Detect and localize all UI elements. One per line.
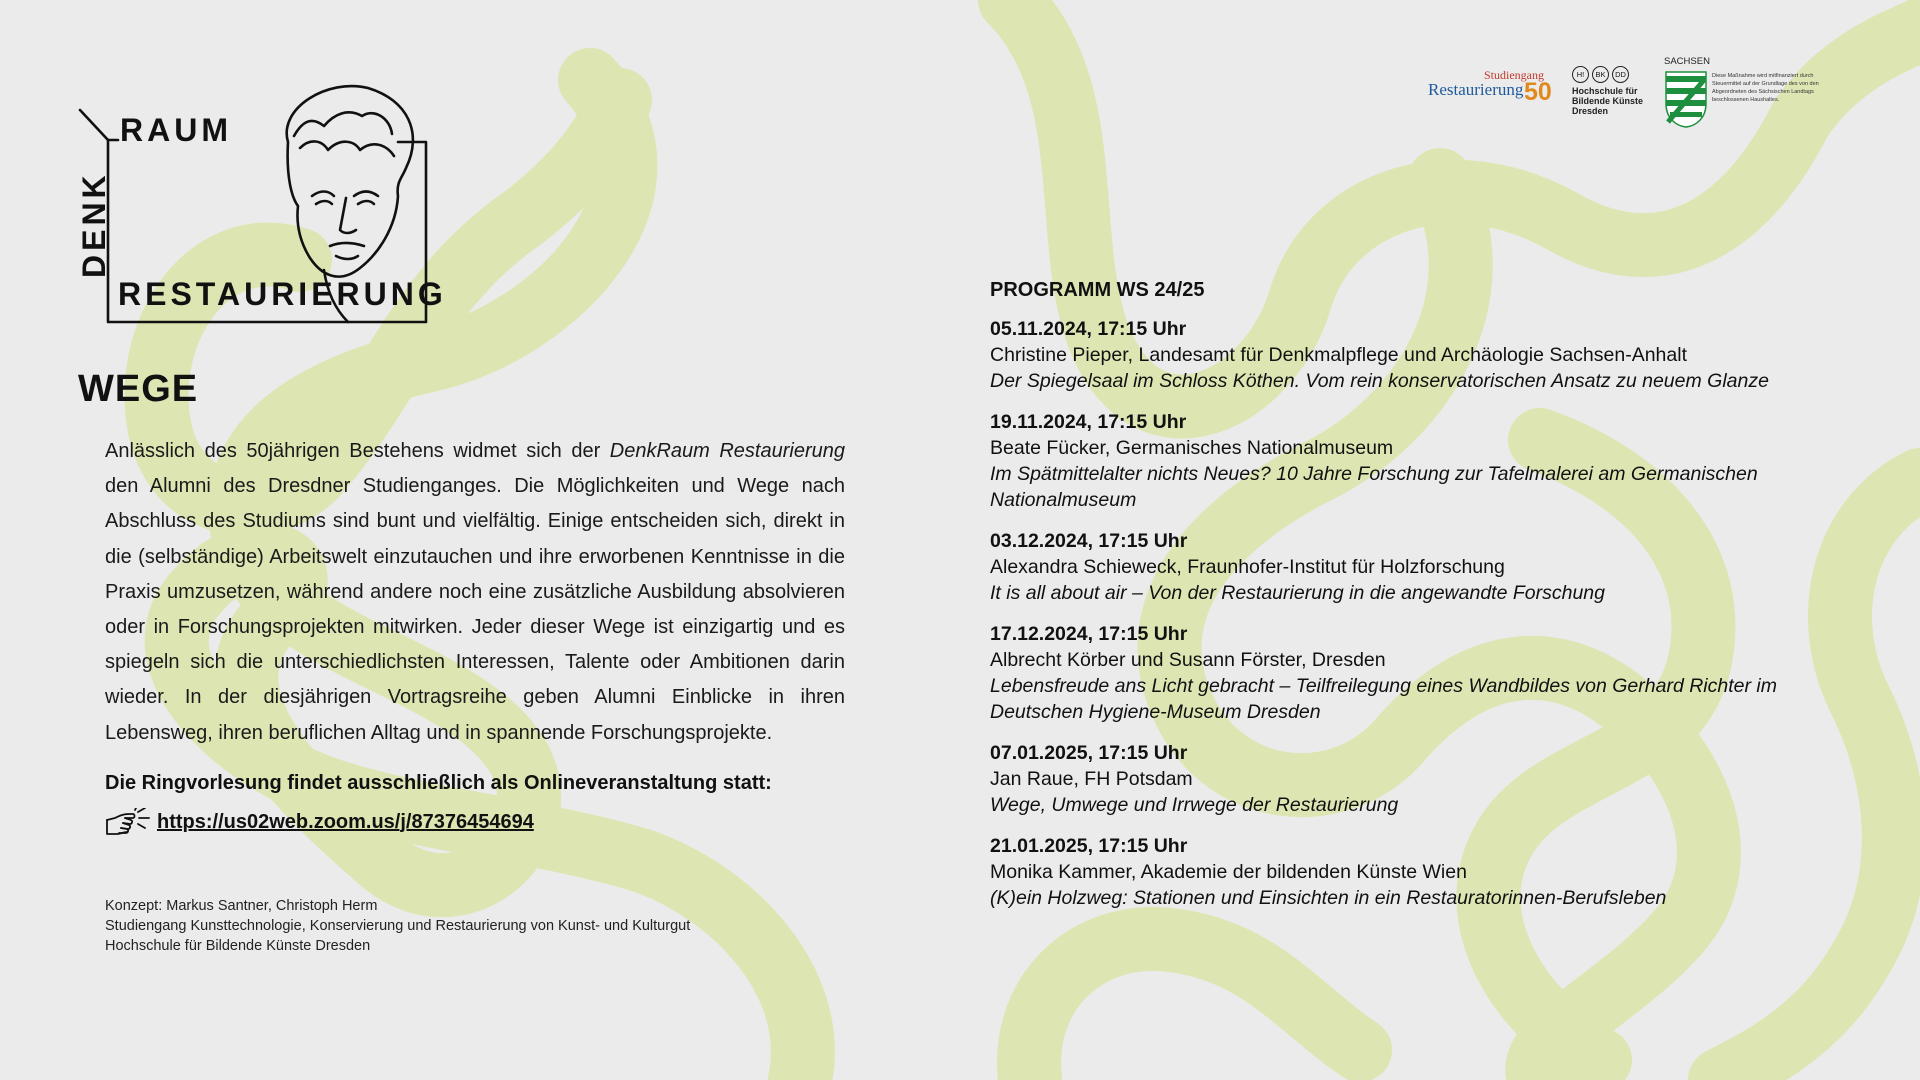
zoom-link-row[interactable]	[105, 808, 534, 836]
event-title: Wege, Umwege und Irrwege der Restaurierung	[990, 794, 1399, 816]
event-speaker: Christine Pieper, Landesamt für Denkmalpflege und Archäologie Sachsen-Anhalt	[990, 344, 1688, 366]
program-event	[990, 833, 1850, 911]
event-date: 21.01.2025, 17:15 Uhr	[990, 835, 1188, 857]
intro-emphasis: DenkRaum Restaurierung	[609, 440, 845, 462]
intro-paragraph	[105, 434, 845, 751]
program-list	[990, 279, 1850, 926]
event-date: 17.12.2024, 17:15 Uhr	[990, 623, 1188, 645]
event-date: 03.12.2024, 17:15 Uhr	[990, 530, 1188, 552]
studiengang-label: Studiengang	[1484, 68, 1544, 82]
program-event	[990, 621, 1850, 725]
denkraum-logo	[76, 78, 447, 328]
event-title: (K)ein Holzweg: Stationen und Einsichten in ein Restauratorinnen-Berufsleben	[990, 887, 1667, 909]
event-speaker: Monika Kammer, Akademie der bildenden Künste Wien	[990, 861, 1467, 883]
sachsen-logo	[1664, 56, 1824, 126]
event-date: 05.11.2024, 17:15 Uhr	[990, 318, 1187, 340]
intro-text-part2: den Alumni des Dresdner Studienganges. Die Möglichkeiten und Wege nach Abschluss des Studiums sind bunt und vielfältig. Einige entscheiden sich, direkt in die (selbständige) Arbeitswelt einzutauchen und ihre erworbenen Kenntnisse in die Praxis umzusetzen, während andere noch eine zusätzliche Ausbildung absolvieren oder in Forschungsprojekten mitwirken. Jeder dieser Wege ist einzigartig und es spiegeln sich die unterschiedlichsten Interessen, Talente oder Ambitionen darin wieder. In der diesjährigen Vortragsreihe geben Alumni Einblicke in ihren Lebensweg, ihren beruflichen Alltag und in spannende Forschungsprojekte.	[105, 475, 845, 744]
event-title: It is all about air – Von der Restaurierung in die angewandte Forschung	[990, 582, 1605, 604]
sachsen-coat-of-arms-icon	[1664, 70, 1708, 128]
studiengang-restaurierung-50-logo	[1428, 68, 1558, 118]
logo-word-denk: DENK	[76, 171, 112, 278]
program-event	[990, 409, 1850, 513]
logo-word-restaurierung: RESTAURIERUNG	[118, 276, 447, 312]
logo-word-raum: RAUM	[120, 112, 232, 148]
hfbk-line-1: Hochschule für	[1572, 86, 1638, 96]
event-date: 19.11.2024, 17:15 Uhr	[990, 411, 1187, 433]
event-speaker: Jan Raue, FH Potsdam	[990, 768, 1193, 790]
online-note: Die Ringvorlesung findet ausschließlich als Onlineveranstaltung statt:	[105, 772, 772, 794]
program-event	[990, 316, 1850, 394]
credits-line-concept: Konzept: Markus Santner, Christoph Herm	[105, 898, 378, 914]
event-title: Im Spätmittelalter nichts Neues? 10 Jahre Forschung zur Tafelmalerei am Germanischen Nationalmuseum	[990, 463, 1758, 511]
pointing-hand-icon	[105, 808, 151, 836]
sachsen-funding-note: Diese Maßnahme wird mitfinanziert durch Steuermittel auf der Grundlage des von den Abgeordneten des Sächsischen Landtags beschlossenen Haushaltes.	[1712, 73, 1819, 103]
hfbk-line-3: Dresden	[1572, 106, 1609, 116]
hfbk-circle-2: BK	[1592, 66, 1609, 83]
intro-text-part1: Anlässlich des 50jährigen Bestehens widmet sich der	[105, 440, 610, 462]
hfbk-circle-1: H!	[1572, 66, 1589, 83]
event-title: Der Spiegelsaal im Schloss Köthen. Vom rein konservatorischen Ansatz zu neuem Glanze	[990, 370, 1769, 392]
zoom-link[interactable]: https://us02web.zoom.us/j/87376454694	[157, 810, 534, 833]
event-speaker: Albrecht Körber und Susann Förster, Dresden	[990, 649, 1386, 671]
hfbk-circle-3: DD	[1612, 66, 1629, 83]
credits-line-program: Studiengang Kunsttechnologie, Konservierung und Restaurierung von Kunst- und Kulturgut	[105, 918, 691, 934]
credits-line-school: Hochschule für Bildende Künste Dresden	[105, 938, 371, 954]
sachsen-title: SACHSEN	[1664, 56, 1710, 67]
program-event	[990, 528, 1850, 606]
program-event	[990, 740, 1850, 818]
section-title: WEGE	[78, 368, 199, 410]
hfbk-line-2: Bildende Künste	[1572, 96, 1644, 106]
squiggle-bottom-mid	[1029, 939, 1360, 1080]
restaurierung-label: Restaurierung	[1428, 80, 1524, 99]
hfbk-dresden-logo	[1572, 66, 1652, 126]
credits	[105, 896, 690, 956]
event-date: 07.01.2025, 17:15 Uhr	[990, 742, 1188, 764]
anniversary-number: 50	[1524, 78, 1552, 106]
event-speaker: Alexandra Schieweck, Fraunhofer-Institut für Holzforschung	[990, 556, 1505, 578]
event-speaker: Beate Fücker, Germanisches Nationalmuseum	[990, 437, 1394, 459]
program-heading: PROGRAMM WS 24/25	[990, 279, 1205, 301]
event-title: Lebensfreude ans Licht gebracht – Teilfreilegung eines Wandbildes von Gerhard Richter im Deutschen Hygiene-Museum Dresden	[990, 675, 1777, 723]
